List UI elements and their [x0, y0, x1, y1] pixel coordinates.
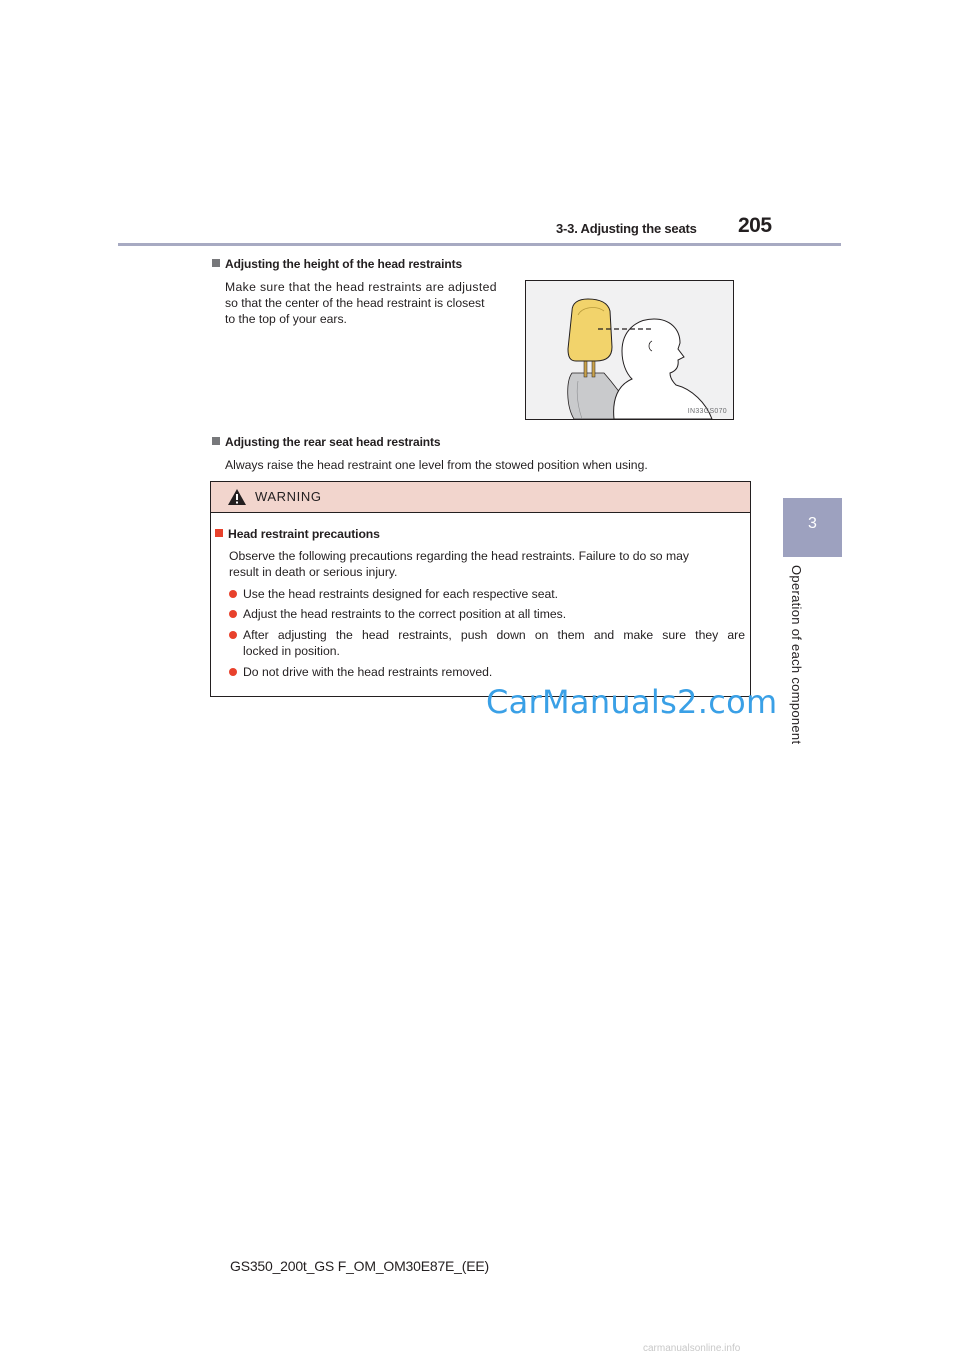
section-rear-body: Always raise the head restraint one level from the stowed position when using. — [225, 458, 648, 472]
square-bullet-icon — [215, 529, 223, 537]
head-restraint — [568, 299, 612, 361]
warning-bullet: Do not drive with the head restraints removed. — [229, 664, 492, 680]
bullet-dot-icon — [229, 631, 237, 639]
section-heading-height: Adjusting the height of the head restraints — [212, 257, 462, 271]
chapter-label: Operation of each component — [789, 565, 804, 745]
watermark: CarManuals2.com — [486, 683, 778, 721]
header-divider — [118, 243, 841, 246]
warning-subheading: Head restraint precautions — [215, 527, 380, 541]
warning-title: WARNING — [255, 489, 322, 504]
head-restraint-illustration — [525, 280, 734, 420]
warning-intro: Observe the following precautions regarding the head restraints. Failure to do so may result in death or serious injury. — [229, 549, 689, 579]
warning-bullet: After adjusting the head restraints, push down on them and make sure they are locked in position. — [229, 627, 745, 659]
chapter-tab — [783, 498, 842, 557]
section-title: 3-3. Adjusting the seats — [556, 221, 697, 236]
figure-code: IN33GS070 — [687, 408, 727, 415]
chapter-number: 3 — [808, 515, 817, 532]
head-restraint-diagram — [526, 281, 733, 419]
square-bullet-icon — [212, 437, 220, 445]
bullet-dot-icon — [229, 590, 237, 598]
warning-header — [211, 482, 750, 513]
document-code: GS350_200t_GS F_OM_OM30E87E_(EE) — [230, 1258, 489, 1274]
square-bullet-icon — [212, 259, 220, 267]
bullet-dot-icon — [229, 668, 237, 676]
site-watermark: carmanualsonline.info — [643, 1343, 741, 1354]
warning-triangle-icon — [227, 488, 247, 506]
warning-bullet: Use the head restraints designed for each respective seat. — [229, 586, 558, 602]
section-height-body: Make sure that the head restraints are adjusted so that the center of the head restraint is closest to the top of your ears. — [225, 280, 497, 326]
warning-box — [210, 481, 751, 697]
bullet-dot-icon — [229, 610, 237, 618]
section-heading-rear: Adjusting the rear seat head restraints — [212, 435, 441, 449]
page-number: 205 — [738, 214, 772, 237]
warning-bullet: Adjust the head restraints to the correct position at all times. — [229, 606, 566, 622]
occupant-silhouette — [614, 319, 712, 419]
